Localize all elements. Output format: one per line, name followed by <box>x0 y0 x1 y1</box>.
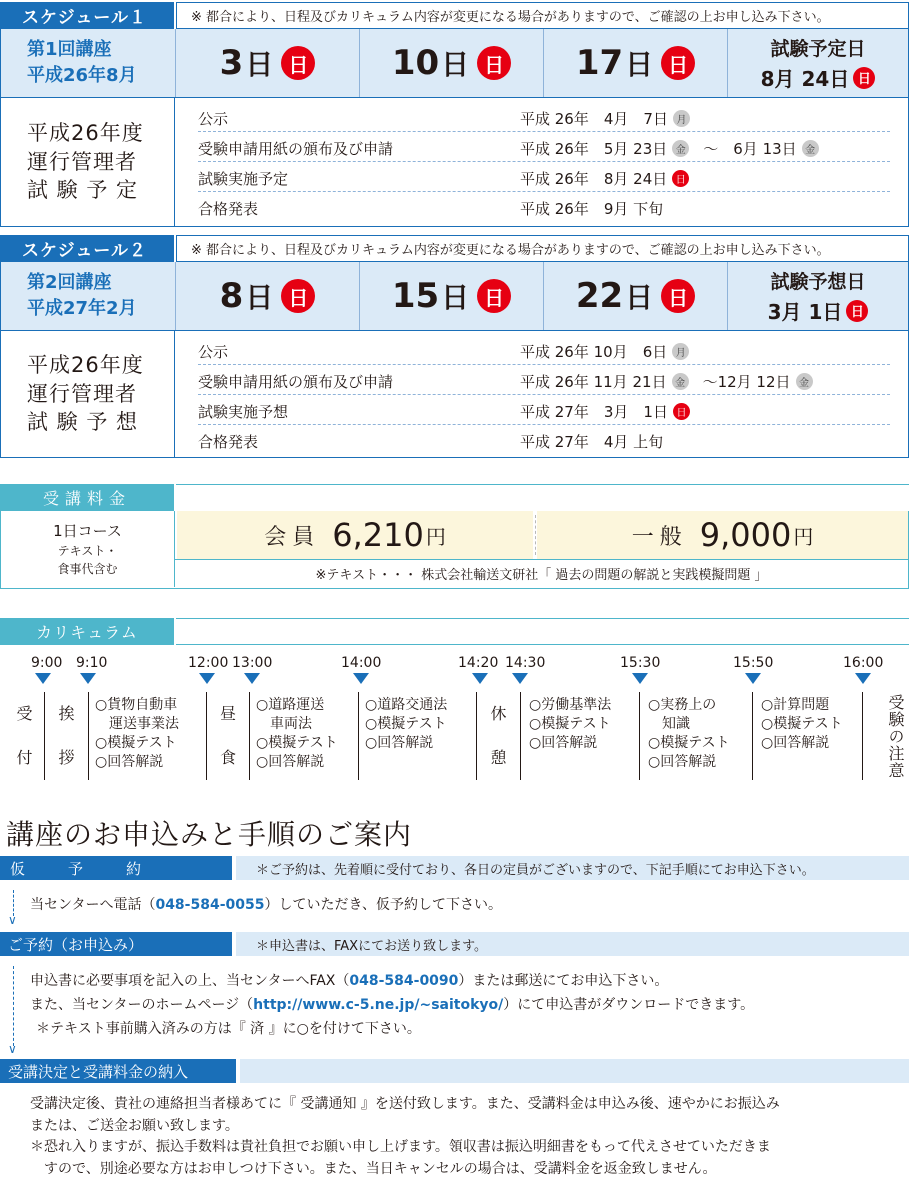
schedule-2-note: ※ 都合により、日程及びカリキュラム内容が変更になる場合がありますので、ご確認の上お申し込み下さい。 <box>176 235 909 262</box>
weekday-badge: 金 <box>802 140 819 157</box>
sunday-badge: 日 <box>661 46 695 80</box>
schedule-row: 受験申請用紙の頒布及び申請 平成 26年 5月 23日 金 〜 6月 13日 金 <box>198 132 890 162</box>
timeline-arrow <box>512 673 528 684</box>
guide-title: 講座のお申込みと手順のご案内 <box>6 818 413 851</box>
sunday-badge: 日 <box>853 67 875 89</box>
sunday-badge: 日 <box>281 46 315 80</box>
schedule-row: 公示 平成 26年 4月 7日 月 <box>198 102 890 132</box>
course-date: 22 日 日 <box>543 262 727 330</box>
course-date: 10 日 日 <box>359 29 543 97</box>
arrow-down-icon: ∨ <box>8 1042 17 1056</box>
curriculum-block: ○労働基準法 ○模擬テスト ○回答解説 <box>521 692 640 780</box>
sunday-badge: 日 <box>672 170 689 187</box>
fax-number: 048-584-0090 <box>349 973 459 989</box>
course-date: 3 日 日 <box>175 29 359 97</box>
fee-tag-line <box>176 484 909 511</box>
schedule-2 <box>0 235 909 460</box>
step-tag: ご予約（お申込み） <box>0 932 232 956</box>
step-tag: 受講決定と受講料金の納入 <box>0 1059 236 1083</box>
schedule-row: 試験実施予定 平成 26年 8月 24日 日 <box>198 162 890 192</box>
course-title <box>1 29 175 97</box>
sunday-badge: 日 <box>846 300 868 322</box>
time-label: 9:00 <box>31 655 63 671</box>
reception-col: 受 付 <box>5 692 45 780</box>
time-label: 15:30 <box>620 655 661 671</box>
sunday-badge: 日 <box>281 279 315 313</box>
sunday-badge: 日 <box>673 403 690 420</box>
weekday-badge: 金 <box>796 373 813 390</box>
step-payment <box>0 1059 909 1083</box>
course-title <box>1 262 175 330</box>
step-text: 申込書に必要事項を記入の上、当センターへFAX（048-584-0090）または郵送にてお申込下さい。 また、当センターのホームページ（http://www.c-5.ne.jp/~saitokyo/）にて申込書がダウンロードできます。 ＊テキスト事前購入済みの方は『 済 』に○を付けて下さい。 <box>30 973 755 1038</box>
time-label: 14:00 <box>341 655 382 671</box>
course-date: 8 日 日 <box>175 262 359 330</box>
curriculum-block: ○実務上の 知識 ○模擬テスト ○回答解説 <box>640 692 753 780</box>
schedule-1-tag: スケジュール１ <box>0 2 174 29</box>
weekday-badge: 金 <box>672 373 689 390</box>
time-label: 14:20 <box>458 655 499 671</box>
step-note: ＊ご予約は、先着順に受付ており、各日の定員がございますので、下記手順にてお申込下さい。 <box>256 863 815 878</box>
course-name: 第1回講座 <box>27 38 112 60</box>
sunday-badge: 日 <box>661 279 695 313</box>
course-month: 平成26年8月 <box>27 65 137 86</box>
curriculum-block: ○道路交通法 ○模擬テスト ○回答解説 <box>359 692 477 780</box>
schedule-1-detail <box>1 97 908 227</box>
general-fee: 一般 9,000 円 <box>537 511 908 559</box>
time-label: 13:00 <box>232 655 273 671</box>
schedule-row: 受験申請用紙の頒布及び申請 平成 26年 11月 21日 金 〜12月 12日 金 <box>198 365 890 395</box>
step-reservation <box>0 932 909 956</box>
fee-box <box>0 511 909 589</box>
schedule-1-date-row <box>1 29 908 97</box>
step-provisional <box>0 856 909 880</box>
schedule-2-date-row <box>1 262 908 330</box>
fee-tag: 受講料金 <box>0 484 174 511</box>
member-fee: 会員 6,210 円 <box>177 511 533 559</box>
course-month: 平成27年2月 <box>27 298 137 319</box>
timeline-arrow <box>632 673 648 684</box>
schedule-row: 試験実施予想 平成 27年 3月 1日 日 <box>198 395 890 425</box>
greeting-col: 挨 拶 <box>45 692 89 780</box>
weekday-badge: 金 <box>672 140 689 157</box>
curriculum-block: ○計算問題 ○模擬テスト ○回答解説 <box>753 692 863 780</box>
arrow-down-icon: ∨ <box>8 913 17 927</box>
break-col: 休 憩 <box>477 692 521 780</box>
time-label: 14:30 <box>505 655 546 671</box>
flow-arrow <box>13 966 14 1046</box>
schedule-2-detail <box>1 330 908 458</box>
exam-date-cell: 試験予想日 3月 1日 日 <box>727 262 908 330</box>
weekday-badge: 月 <box>673 110 690 127</box>
course-date: 17 日 日 <box>543 29 727 97</box>
time-label: 15:50 <box>733 655 774 671</box>
schedule-row: 合格発表 平成 26年 9月 下旬 <box>198 200 664 218</box>
fee-course-label: 1日コース テキスト・ 食事代含む <box>1 511 175 587</box>
exam-date-cell: 試験予定日 8月 24日 日 <box>727 29 908 97</box>
sunday-badge: 日 <box>477 279 511 313</box>
time-label: 12:00 <box>188 655 229 671</box>
timeline-arrow <box>472 673 488 684</box>
exam-label: 平成26年度 運行管理者 試 験 予 定 <box>1 98 175 226</box>
fee-note: ※テキスト・・・ 株式会社輸送文研社「 過去の問題の解説と実践模擬問題 」 <box>175 559 908 587</box>
lunch-col: 昼 食 <box>207 692 250 780</box>
step-text: 受講決定後、貴社の連絡担当者様あてに『 受講通知 』を送付致します。また、受講料金は申込み後、速やかにお振込み または、ご送金お願い致します。 ＊恐れ入りますが、振込手数料は貴社負担でお願い申し上げます。領収書は振込明細書をもって代えさせていただきま すので、別途必要な方はお申しつけ下さい。また、当日キャンセルの場合は、受講料金を返金致しません。 <box>30 1096 780 1178</box>
schedule-2-tag: スケジュール２ <box>0 235 174 262</box>
phone-number[interactable]: 048-584-0055 <box>155 897 265 913</box>
curriculum-tag: カリキュラム <box>0 618 174 645</box>
fee-divider <box>535 515 536 555</box>
curriculum-block: ○貨物自動車 運送事業法 ○模擬テスト ○回答解説 <box>89 692 207 780</box>
curriculum-block: ○道路運送 車両法 ○模擬テスト ○回答解説 <box>250 692 359 780</box>
timeline-arrow <box>353 673 369 684</box>
schedule-row: 合格発表 平成 27年 4月 上旬 <box>198 433 664 451</box>
step-tag: 仮 予 約 <box>0 856 232 880</box>
sunday-badge: 日 <box>477 46 511 80</box>
course-name: 第2回講座 <box>27 271 112 293</box>
curriculum-tag-line <box>176 618 909 645</box>
timeline-arrow <box>244 673 260 684</box>
exam-notes-col: 受験の注意 <box>886 694 905 779</box>
timeline-arrow <box>855 673 871 684</box>
curriculum-timeline <box>0 655 909 685</box>
schedule-1 <box>0 2 909 227</box>
course-date: 15 日 日 <box>359 262 543 330</box>
schedule-row: 公示 平成 26年 10月 6日 月 <box>198 335 890 365</box>
timeline-arrow <box>35 673 51 684</box>
website-link[interactable]: http://www.c-5.ne.jp/~saitokyo/ <box>253 997 504 1014</box>
timeline-arrow <box>199 673 215 684</box>
time-label: 16:00 <box>843 655 884 671</box>
step-note: ＊申込書は、FAXにてお送り致します。 <box>256 939 488 954</box>
step-text: 当センターへ電話（048-584-0055）していただき、仮予約して下さい。 <box>30 897 502 913</box>
time-label: 9:10 <box>76 655 108 671</box>
exam-label: 平成26年度 運行管理者 試 験 予 想 <box>1 331 175 457</box>
timeline-arrow <box>745 673 761 684</box>
timeline-arrow <box>80 673 96 684</box>
schedule-1-note: ※ 都合により、日程及びカリキュラム内容が変更になる場合がありますので、ご確認の上お申し込み下さい。 <box>176 2 909 29</box>
weekday-badge: 月 <box>672 343 689 360</box>
